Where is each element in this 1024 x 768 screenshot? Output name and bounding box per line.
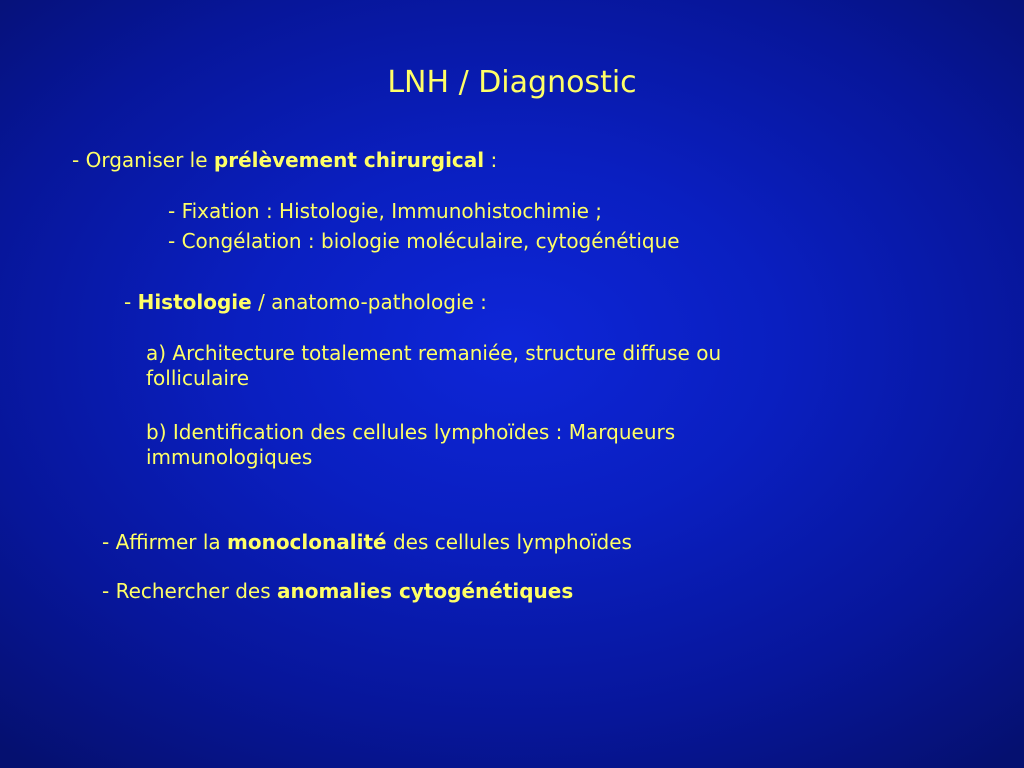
bullet-organiser-prefix: - Organiser le xyxy=(72,148,214,172)
item-b-line2: immunologiques xyxy=(146,445,313,469)
bullet-histologie xyxy=(124,290,487,314)
bullet-anomalies-prefix: - Rechercher des xyxy=(102,579,277,603)
bullet-histologie-suffix: / anatomo-pathologie : xyxy=(251,290,487,314)
bullet-monoclonalite-bold: monoclonalité xyxy=(227,530,387,554)
sub-bullet-fixation: - Fixation : Histologie, Immunohistochimie ; xyxy=(168,199,603,223)
bullet-anomalies-bold: anomalies cytogénétiques xyxy=(276,579,574,603)
bullet-monoclonalite-prefix: - Affirmer la xyxy=(102,530,227,554)
bullet-organiser-suffix: : xyxy=(484,148,498,172)
bullet-organiser-bold: prélèvement chirurgical xyxy=(213,148,485,172)
bullet-histologie-bold: Histologie xyxy=(137,290,252,314)
bullet-anomalies xyxy=(102,579,573,603)
bullet-monoclonalite xyxy=(102,530,632,554)
sub-bullet-congelation: - Congélation : biologie moléculaire, cytogénétique xyxy=(168,229,680,253)
slide-title: LNH / Diagnostic xyxy=(387,65,637,100)
bullet-organiser xyxy=(72,148,497,172)
bullet-monoclonalite-suffix: des cellules lymphoïdes xyxy=(386,530,632,554)
item-a-line2: folliculaire xyxy=(146,366,250,390)
bullet-histologie-prefix: - xyxy=(124,290,138,314)
item-a-line1: a) Architecture totalement remaniée, structure diffuse ou xyxy=(146,341,722,365)
item-b-line1: b) Identification des cellules lymphoïdes : Marqueurs xyxy=(146,420,676,444)
